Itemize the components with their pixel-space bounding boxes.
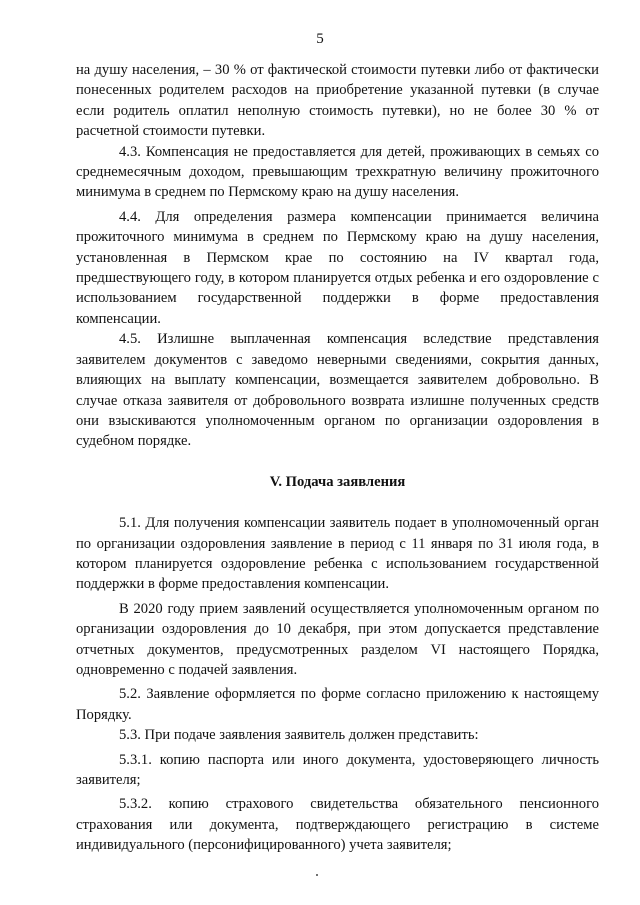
page-number: 5 [316, 31, 324, 47]
document-body [76, 60, 599, 856]
section-v-heading: V. Подача заявления [269, 473, 406, 490]
paragraph-continuation: на душу населения, – 30 % от фактической стоимости путевки либо от фактически понесенных родителем расходов на приобретение указанной путевки (в случае если родитель оплатил неполную стоимость путевки), но не более 30 % от расчетной стоимости путевки. [76, 62, 599, 140]
paragraph-5-3: 5.3. При подаче заявления заявитель должен представить: [119, 727, 479, 744]
paragraph-5-3-1: 5.3.1. копию паспорта или иного документа, удостоверяющего личность заявителя; [76, 751, 599, 788]
paragraph-4-5: 4.5. Излишне выплаченная компенсация вследствие представления заявителем документов с заведомо неверными сведениями, сокрытия данных, влияющих на выплату компенсации, возмещается заявителем добровольно. В случае отказа заявителя от добровольного возврата излишне полученных средств они взыскиваются уполномоченным органом по организации оздоровления в судебном порядке. [76, 331, 599, 450]
paragraph-4-4: 4.4. Для определения размера компенсации принимается величина прожиточного минимума в среднем по Пермскому краю на душу населения, установленная в Пермском крае по состоянию на IV квартал года, предшествующего году, в котором планируется отдых ребенка и его оздоровление с использованием государственной поддержки в форме предоставления компенсации. [76, 208, 599, 327]
scan-speck [316, 874, 318, 876]
paragraph-5-2: 5.2. Заявление оформляется по форме согласно приложению к настоящему Порядку. [76, 686, 599, 723]
paragraph-5-3-2: 5.3.2. копию страхового свидетельства обязательного пенсионного страхования или документа, подтверждающего регистрацию в системе индивидуального (персонифицированного) учета заявителя; [76, 796, 599, 854]
paragraph-5-1: 5.1. Для получения компенсации заявитель подает в уполномоченный орган по организации оздоровления заявление в период с 11 января по 31 июля года, в котором планируется оздоровление ребенка с использованием государственной поддержки в форме предоставления компенсации. [76, 515, 599, 593]
paragraph-2020-deadline: В 2020 году прием заявлений осуществляется уполномоченным органом по организации оздоровления до 10 декабря, при этом допускается представление отчетных документов, предусмотренных разделом VI настоящего Порядка, одновременно с подачей заявления. [76, 600, 599, 678]
paragraph-4-3: 4.3. Компенсация не предоставляется для детей, проживающих в семьях со среднемесячным доходом, превышающим трехкратную величину прожиточного минимума в среднем по Пермскому краю на душу населения. [76, 143, 599, 201]
